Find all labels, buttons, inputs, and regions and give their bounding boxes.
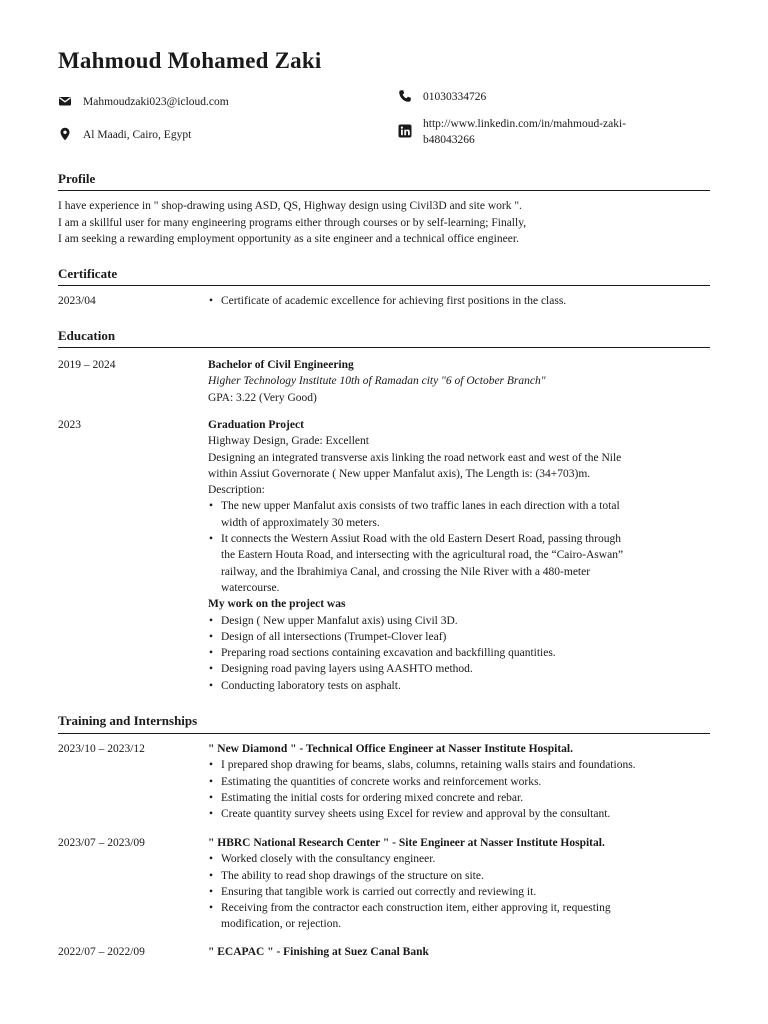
education-heading: Education [58,328,116,343]
bullet-line: • Receiving from the contractor each construction item, either approving it, requesting [221,902,611,915]
bullet-line: width of approximately 30 meters. [221,516,380,529]
education-divider [58,347,710,348]
training-item: • I prepared shop drawing for beams, slabs, columns, retaining walls stairs and foundations. [208,757,708,773]
training-item: • Ensuring that tangible work is carried out correctly and reviewing it. [208,884,708,900]
training-heading: Training and Internships [58,713,198,728]
description-bullet [208,498,708,531]
linkedin-contact [398,116,626,148]
location-contact [58,127,191,143]
profile-line: I am seeking a rewarding employment opportunity as a site engineer and a technical office engineer. [58,233,519,245]
project-title: Graduation Project [208,419,304,431]
training-date: 2023/10 – 2023/12 [58,743,145,755]
bullet-line: • It connects the Western Assiut Road with the old Eastern Desert Road, passing through [221,533,622,546]
education-date: 2019 – 2024 [58,359,116,371]
project-subtitle: Highway Design, Grade: Excellent [208,435,369,448]
bullet-line: the Eastern Houta Road, and intersecting with the agricultural road, the “Cairo-Aswan” [221,549,624,562]
linkedin-icon [398,124,412,138]
project-date: 2023 [58,419,81,431]
training-heading-text: " HBRC National Research Center " - Site Engineer at Nasser Institute Hospital. [208,837,605,849]
work-item: • Design ( New upper Manfalut axis) using Civil 3D. [208,613,708,629]
location-text: Al Maadi, Cairo, Egypt [83,129,192,141]
work-item: • Designing road paving layers using AASHTO method. [208,661,708,677]
certificate-item: • Certificate of academic excellence for achieving first positions in the class. [208,293,708,309]
phone-text[interactable]: 01030334726 [423,91,487,103]
profile-divider [58,190,710,191]
training-heading-text: " ECAPAC " - Finishing at Suez Canal Bank [208,946,429,958]
profile-heading: Profile [58,171,96,186]
training-date: 2023/07 – 2023/09 [58,837,145,849]
training-date: 2022/07 – 2022/09 [58,946,145,958]
linkedin-url-line1: http://www.linkedin.com/in/mahmoud-zaki- [423,118,627,130]
description-bullet [208,531,708,596]
training-divider [58,733,710,734]
phone-icon [398,89,412,103]
project-description-line: Designing an integrated transverse axis linking the road network east and west of the Nile [208,451,622,464]
training-item: • Worked closely with the consultancy engineer. [208,851,708,867]
profile-summary [58,198,710,248]
training-item: • Create quantity survey sheets using Excel for review and approval by the consultant. [208,806,708,822]
training-item: • Estimating the initial costs for ordering mixed concrete and rebar. [208,790,708,806]
linkedin-url-line2: b48043266 [423,134,475,146]
email-text[interactable]: Mahmoudzaki023@icloud.com [83,96,229,108]
bullet-line: railway, and the Ibrahimiya Canal, and crossing the Nile River with a 480-meter [221,565,591,578]
bullet-line: modification, or rejection. [221,918,342,931]
bullet-line: watercourse. [221,581,280,594]
work-item: • Preparing road sections containing excavation and backfilling quantities. [208,645,708,661]
work-item: • Design of all intersections (Trumpet-Clover leaf) [208,629,708,645]
training-item [208,900,708,933]
candidate-name: Mahmoud Mohamed Zaki [58,48,322,73]
certificate-date: 2023/04 [58,295,96,307]
envelope-icon [58,94,72,108]
certificate-divider [58,285,710,286]
degree-title: Bachelor of Civil Engineering [208,359,354,371]
location-pin-icon [58,127,72,141]
certificate-heading: Certificate [58,266,118,281]
work-heading: My work on the project was [208,598,346,611]
work-item: • Conducting laboratory tests on asphalt. [208,678,708,694]
training-heading-text: " New Diamond " - Technical Office Engineer at Nasser Institute Hospital. [208,743,574,755]
email-contact [58,94,229,110]
profile-line: I am a skillful user for many engineering programs either through courses or by self-learning; Finally, [58,216,527,229]
institute-name: Higher Technology Institute 10th of Ramadan city "6 of October Branch" [208,375,546,388]
bullet-line: • The new upper Manfalut axis consists of two traffic lanes in each direction with a total [221,500,620,513]
linkedin-link[interactable] [423,116,626,148]
description-label: Description: [208,484,265,497]
training-item: • Estimating the quantities of concrete works and reinforcement works. [208,774,708,790]
phone-contact [398,89,486,105]
gpa-text: GPA: 3.22 (Very Good) [208,391,317,404]
profile-line: I have experience in " shop-drawing using ASD, QS, Highway design using Civil3D and site work ". [58,200,522,212]
project-description-line: within Assiut Governorate ( New upper Manfalut axis), The Length is: (34+703)m. [208,467,591,480]
training-item: • The ability to read shop drawings of the structure on site. [208,868,708,884]
